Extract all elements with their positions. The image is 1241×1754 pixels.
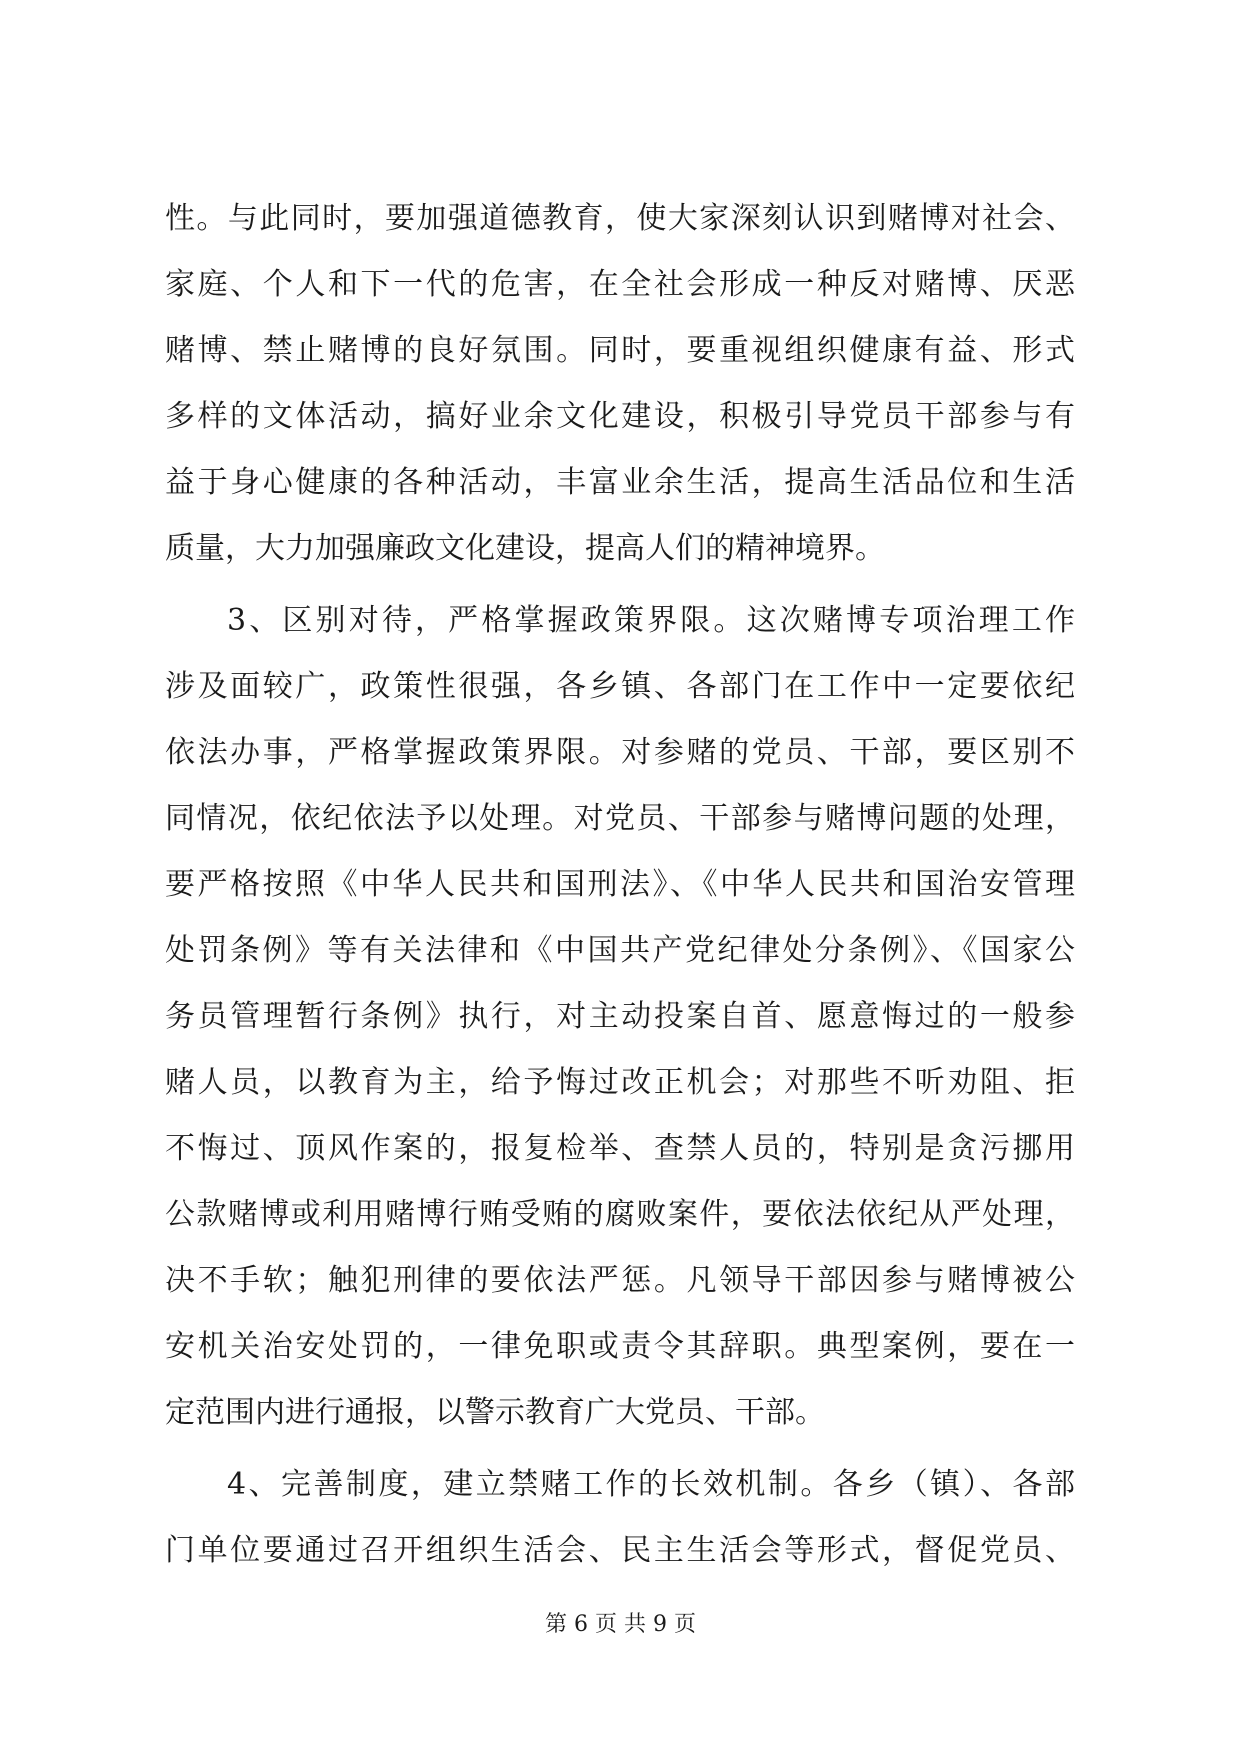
paragraph-heading-4: 4、完善制度，建立禁赌工作的长效机制。各乡（镇）、各部 xyxy=(227,1467,1075,1502)
text-line: 务员管理暂行条例》执行，对主动投案自首、愿意悔过的一般参 xyxy=(165,999,1075,1034)
text-line: 处罚条例》等有关法律和《中国共产党纪律处分条例》、《国家公 xyxy=(165,933,1075,968)
text-line: 赌博、禁止赌博的良好氛围。同时，要重视组织健康有益、形式 xyxy=(165,333,1075,368)
paragraph-heading-3: 3、区别对待，严格掌握政策界限。这次赌博专项治理工作 xyxy=(227,603,1075,638)
text-line: 安机关治安处罚的，一律免职或责令其辞职。典型案例，要在一 xyxy=(165,1329,1075,1364)
text-line: 赌人员，以教育为主，给予悔过改正机会；对那些不听劝阻、拒 xyxy=(165,1065,1075,1100)
text-line: 门单位要通过召开组织生活会、民主生活会等形式，督促党员、 xyxy=(165,1533,1075,1568)
text-line: 依法办事，严格掌握政策界限。对参赌的党员、干部，要区别不 xyxy=(165,735,1075,770)
text-line: 多样的文体活动，搞好业余文化建设，积极引导党员干部参与有 xyxy=(165,399,1075,434)
text-line: 不悔过、顶风作案的，报复检举、查禁人员的，特别是贪污挪用 xyxy=(165,1131,1075,1166)
text-line: 公款赌博或利用赌博行贿受贿的腐败案件，要依法依纪从严处理， xyxy=(165,1197,1075,1232)
text-line: 质量，大力加强廉政文化建设，提高人们的精神境界。 xyxy=(165,531,885,566)
text-line: 要严格按照《中华人民共和国刑法》、《中华人民共和国治安管理 xyxy=(165,867,1075,902)
text-line: 家庭、个人和下一代的危害，在全社会形成一种反对赌博、厌恶 xyxy=(165,267,1075,302)
page-number-footer: 第 6 页 共 9 页 xyxy=(545,1612,696,1637)
text-line: 决不手软；触犯刑律的要依法严惩。凡领导干部因参与赌博被公 xyxy=(165,1263,1075,1298)
text-line: 涉及面较广，政策性很强，各乡镇、各部门在工作中一定要依纪 xyxy=(165,669,1075,704)
text-line: 定范围内进行通报，以警示教育广大党员、干部。 xyxy=(165,1395,825,1430)
text-line: 性。与此同时，要加强道德教育，使大家深刻认识到赌博对社会、 xyxy=(165,201,1075,236)
text-line: 益于身心健康的各种活动，丰富业余生活，提高生活品位和生活 xyxy=(165,465,1075,500)
text-line: 同情况，依纪依法予以处理。对党员、干部参与赌博问题的处理， xyxy=(165,801,1075,836)
